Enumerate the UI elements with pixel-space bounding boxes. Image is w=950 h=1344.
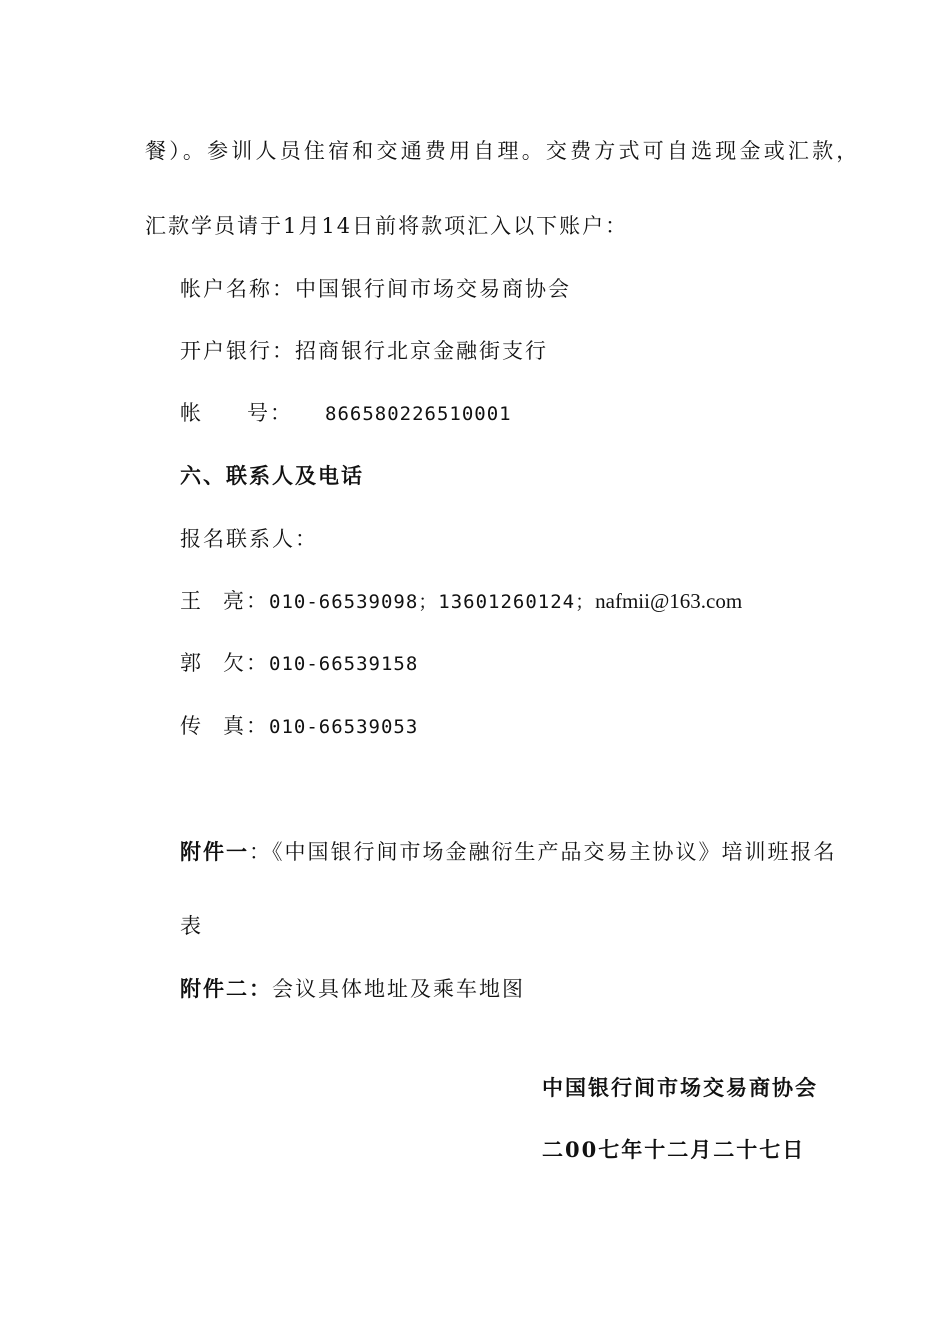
bank-row (180, 338, 548, 364)
account-name-label: 帐户名称： (180, 277, 295, 301)
bank-label: 开户银行： (180, 339, 295, 363)
signature-org: 中国银行间市场交易商协会 (542, 1075, 818, 1100)
attachment-1-row (180, 839, 837, 865)
fax-row (180, 713, 418, 740)
fax-label-b: 真： (223, 714, 269, 738)
signature-date: 二00七年十二月二十七日 (542, 1137, 806, 1162)
attachment-2-title: 会议具体地址及乘车地图 (272, 977, 525, 1001)
contact-1-phone: 010-66539098； (269, 591, 439, 613)
fax-value: 010-66539053 (269, 716, 419, 738)
attachment-1-colon: ： (249, 840, 272, 864)
contact-1-mobile: 13601260124； (438, 591, 596, 613)
attachment-2-label: 附件二： (180, 976, 272, 1001)
account-number-label-b: 号： (247, 401, 293, 425)
account-name-value: 中国银行间市场交易商协会 (295, 277, 571, 301)
attachment-2-row (180, 976, 525, 1002)
contact-row-1 (180, 588, 742, 615)
account-name-row (180, 276, 571, 302)
contact-intro: 报名联系人： (180, 527, 318, 551)
attachment-1-continuation: 表 (180, 914, 203, 938)
fax-label-a: 传 (180, 714, 203, 738)
contact-1-name-a: 王 (180, 589, 203, 613)
payment-text-line2: 汇款学员请于1月14日前将款项汇入以下账户： (145, 214, 629, 238)
account-number-row (180, 400, 512, 427)
contact-1-name-b: 亮： (223, 589, 269, 613)
contact-2-name-a: 郭 (180, 651, 203, 675)
bank-value: 招商银行北京金融街支行 (295, 339, 548, 363)
contact-heading: 六、联系人及电话 (180, 463, 364, 488)
payment-text-line1: 餐）。参训人员住宿和交通费用自理。交费方式可自选现金或汇款， (145, 139, 861, 163)
contact-1-email[interactable]: nafmii@163.com (595, 589, 743, 613)
contact-2-phone: 010-66539158 (269, 653, 419, 675)
attachment-1-label: 附件一 (180, 839, 249, 864)
account-number-label-a: 帐 (180, 401, 203, 425)
contact-row-2 (180, 650, 418, 677)
attachment-1-title: 《中国银行间市场金融衍生产品交易主协议》培训班报名 (272, 840, 837, 864)
account-number-value: 866580226510001 (325, 403, 512, 425)
contact-2-name-b: 欠： (223, 651, 269, 675)
